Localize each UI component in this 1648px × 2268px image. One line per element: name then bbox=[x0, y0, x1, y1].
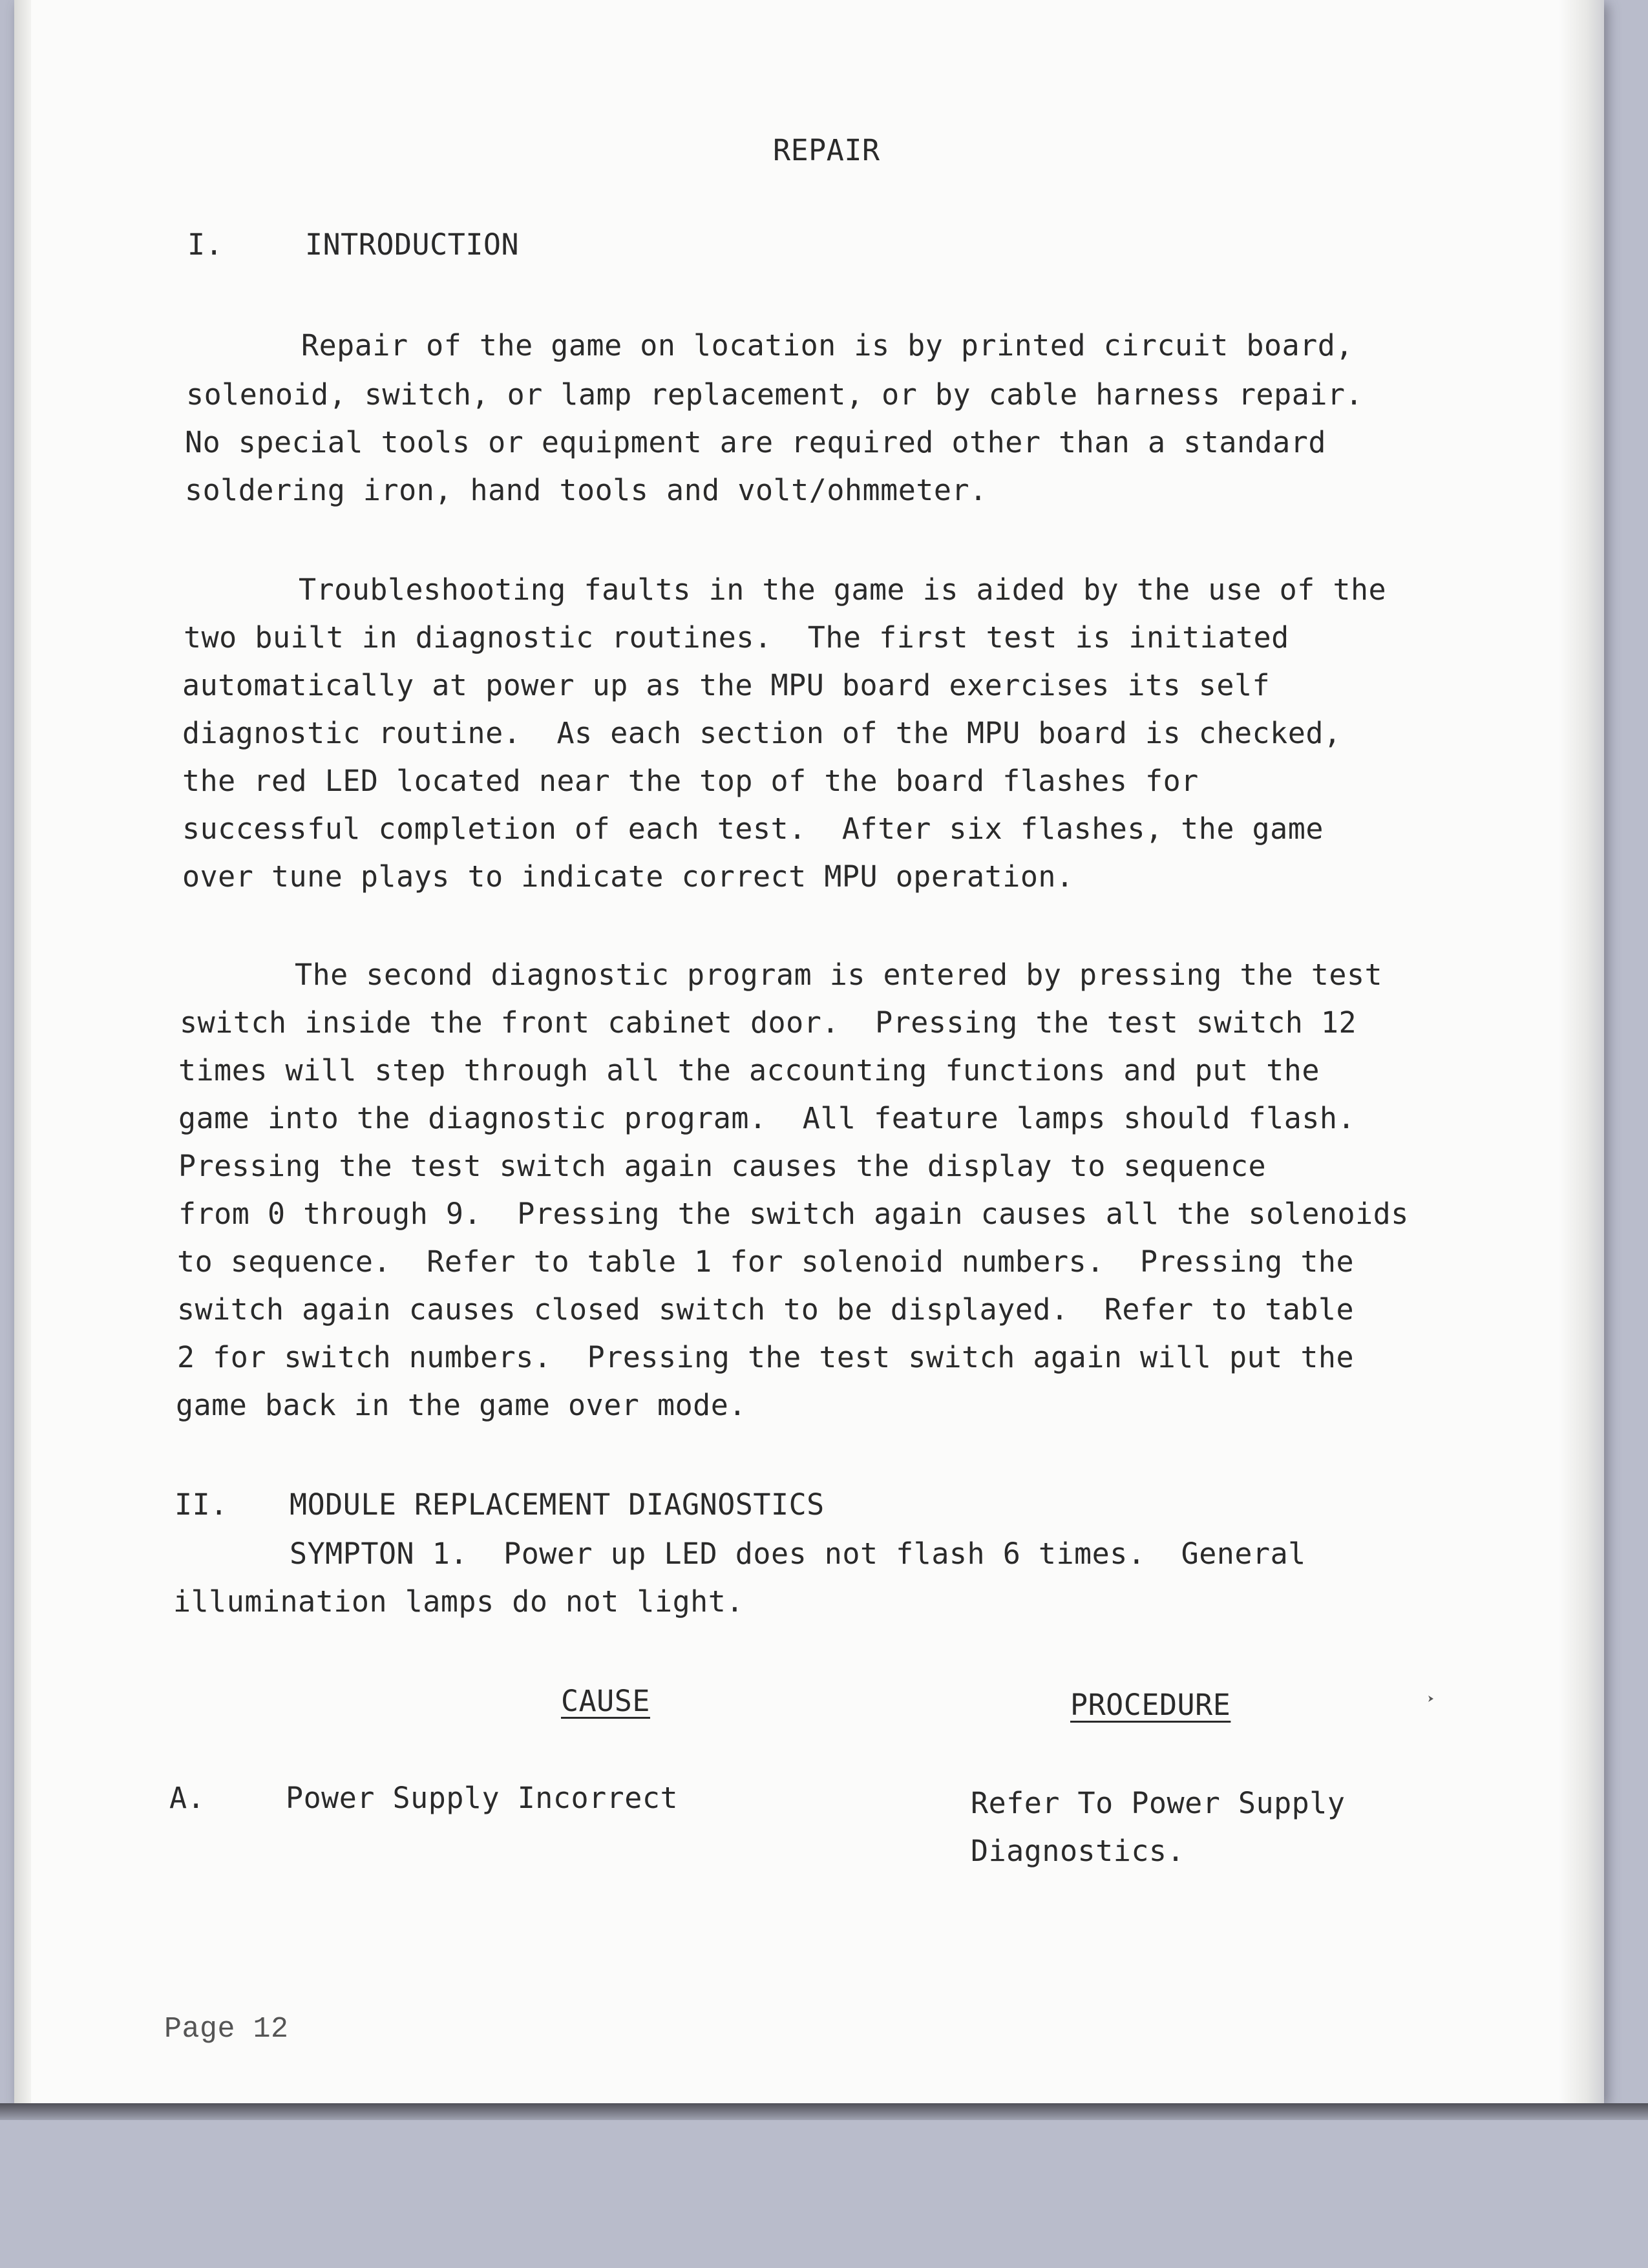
section-1-heading: INTRODUCTION bbox=[305, 227, 520, 262]
paragraph-3-line: from 0 through 9. Pressing the switch again causes all the solenoids bbox=[178, 1197, 1409, 1231]
paragraph-3-line: to sequence. Refer to table 1 for solenoid numbers. Pressing the bbox=[177, 1244, 1355, 1279]
symptom-line: SYMPTON 1. Power up LED does not flash 6 times. General bbox=[290, 1537, 1306, 1571]
page-right-edge bbox=[1559, 0, 1604, 2103]
paragraph-3-line: game into the diagnostic program. All feature lamps should flash. bbox=[178, 1101, 1356, 1135]
page-binding-edge bbox=[14, 0, 31, 2103]
row-letter: A. bbox=[169, 1781, 206, 1815]
page-title: REPAIR bbox=[773, 133, 880, 167]
row-cause: Power Supply Incorrect bbox=[286, 1781, 679, 1815]
paragraph-3-line: 2 for switch numbers. Pressing the test switch again will put the bbox=[177, 1340, 1355, 1374]
paragraph-1-line: Repair of the game on location is by printed circuit board, bbox=[301, 328, 1353, 362]
row-procedure-line: Refer To Power Supply bbox=[971, 1786, 1346, 1820]
paragraph-3-line: switch inside the front cabinet door. Pressing the test switch 12 bbox=[180, 1005, 1357, 1040]
paragraph-2-line: the red LED located near the top of the board flashes for bbox=[182, 764, 1199, 798]
paragraph-3-line: game back in the game over mode. bbox=[176, 1388, 746, 1422]
paragraph-1-line: soldering iron, hand tools and volt/ohmmeter. bbox=[185, 473, 988, 507]
section-1-number: I. bbox=[187, 227, 224, 262]
symptom-line: illumination lamps do not light. bbox=[173, 1584, 744, 1619]
paragraph-1-line: solenoid, switch, or lamp replacement, or by cable harness repair. bbox=[186, 377, 1364, 412]
paragraph-2-line: successful completion of each test. After six flashes, the game bbox=[182, 812, 1324, 846]
manual-page bbox=[14, 0, 1604, 2103]
paragraph-2-line: diagnostic routine. As each section of the MPU board is checked, bbox=[182, 716, 1342, 750]
row-procedure-line: Diagnostics. bbox=[971, 1834, 1185, 1868]
paragraph-3-line: times will step through all the accounting functions and put the bbox=[178, 1053, 1320, 1087]
page-number: Page 12 bbox=[164, 2013, 289, 2046]
paragraph-3-line: switch again causes closed switch to be displayed. Refer to table bbox=[177, 1292, 1355, 1327]
paragraph-2-line: automatically at power up as the MPU board exercises its self bbox=[182, 668, 1271, 702]
paragraph-3-line: Pressing the test switch again causes the display to sequence bbox=[178, 1149, 1267, 1183]
cause-column-header: CAUSE bbox=[561, 1684, 650, 1718]
paragraph-2-line: Troubleshooting faults in the game is aided by the use of the bbox=[299, 572, 1387, 607]
page-bottom-shadow bbox=[0, 2103, 1648, 2120]
section-2-heading: MODULE REPLACEMENT DIAGNOSTICS bbox=[290, 1487, 825, 1522]
section-2-number: II. bbox=[174, 1487, 228, 1522]
paragraph-2-line: two built in diagnostic routines. The first test is initiated bbox=[184, 620, 1289, 655]
procedure-column-header: PROCEDURE bbox=[1070, 1688, 1231, 1722]
paragraph-1-line: No special tools or equipment are required other than a standard bbox=[185, 425, 1326, 459]
paragraph-2-line: over tune plays to indicate correct MPU operation. bbox=[182, 859, 1074, 894]
paragraph-3-line: The second diagnostic program is entered by pressing the test bbox=[295, 958, 1383, 992]
